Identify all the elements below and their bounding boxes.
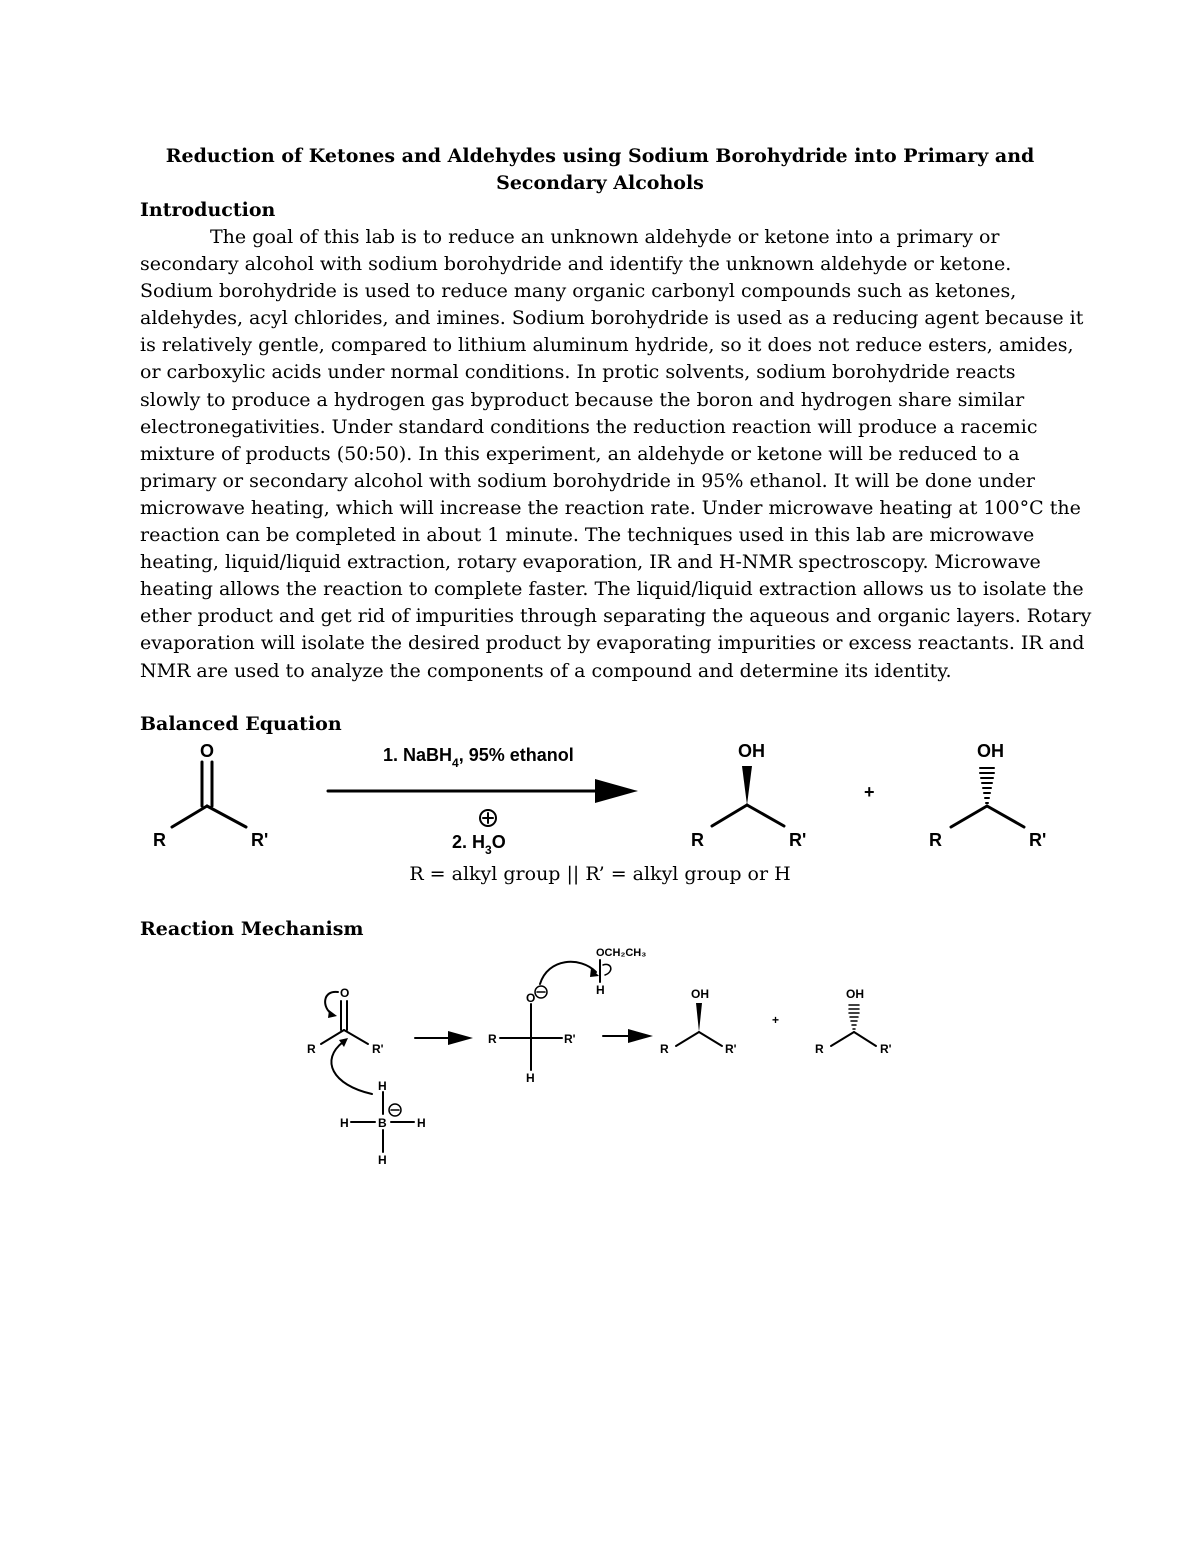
intro-line: Sodium borohydride is used to reduce many organic carbonyl compounds such as ketones,	[140, 280, 1017, 303]
atom-r-label: R	[153, 830, 166, 850]
intro-line: slowly to produce a hydrogen gas byproduct because the boron and hydrogen share similar	[140, 388, 1025, 411]
mechanism-arrow-2	[603, 1029, 653, 1043]
intro-line: mixture of products (50:50). In this experiment, an aldehyde or ketone will be reduced to a	[140, 442, 1020, 465]
mechanism-product-hash	[815, 987, 892, 1056]
introduction-heading: Introduction	[140, 199, 276, 221]
atom-b-label: B	[378, 1116, 387, 1130]
intro-line: microwave heating, which will increase the reaction rate. Under microwave heating at 100°C the	[140, 496, 1081, 519]
curved-arrow-icon	[325, 992, 338, 1014]
intro-line: secondary alcohol with sodium borohydride and identify the unknown aldehyde or ketone.	[140, 253, 1012, 276]
atom-rp-label: R'	[725, 1042, 737, 1056]
atom-h-label: H	[378, 1153, 387, 1167]
ethanol-solvent	[596, 947, 646, 997]
atom-rp-label: R'	[251, 830, 269, 850]
atom-r-label: R	[660, 1042, 669, 1056]
intro-line: heating allows the reaction to complete faster. The liquid/liquid extraction allows us to isolate the	[140, 578, 1084, 601]
solvent-label: OCH₂CH₃	[596, 947, 647, 959]
borohydride	[340, 1079, 426, 1167]
atom-o-label: O	[200, 741, 215, 761]
intro-line: evaporation will isolate the desired product by evaporating impurities or excess reactants. IR and	[140, 632, 1085, 655]
atom-h-label: H	[526, 1071, 535, 1085]
atom-oh-label: OH	[977, 741, 1004, 761]
intro-line: heating, liquid/liquid extraction, rotary evaporation, IR and H-NMR spectroscopy. Microwave	[140, 551, 1041, 574]
intro-line: reaction can be completed in about 1 minute. The techniques used in this lab are microwave	[140, 524, 1035, 547]
atom-oh-label: OH	[846, 987, 864, 1001]
atom-h-label: H	[340, 1116, 349, 1130]
atom-rp-label: R'	[564, 1032, 576, 1046]
atom-h-label: H	[417, 1116, 426, 1130]
atom-r-label: R	[488, 1032, 497, 1046]
negative-charge-icon	[535, 986, 547, 998]
atom-rp-label: R'	[789, 830, 807, 850]
atom-rp-label: R'	[1029, 830, 1047, 850]
intro-line: or carboxylic acids under normal conditions. In protic solvents, sodium borohydride reacts	[140, 361, 1016, 384]
balanced-equation-heading: Balanced Equation	[140, 713, 342, 735]
mechanism-product-wedge	[660, 987, 737, 1056]
atom-oh-label: OH	[738, 741, 765, 761]
curved-arrow-icon	[540, 962, 596, 984]
atom-h-label: H	[596, 983, 605, 997]
atom-r-label: R	[307, 1042, 316, 1056]
atom-oh-label: OH	[691, 987, 709, 1001]
reagent-2-label: 2. $H_3O$	[452, 832, 506, 857]
intro-line: aldehydes, acyl chlorides, and imines. Sodium borohydride is used as a reducing agent because it	[140, 307, 1084, 330]
intro-line: primary or secondary alcohol with sodium borohydride in 95% ethanol. It will be done under	[140, 469, 1035, 492]
atom-o-label: O	[340, 986, 350, 1000]
title-line-1: Reduction of Ketones and Aldehydes using Sodium Borohydride into Primary and	[165, 145, 1035, 167]
r-group-caption: R = alkyl group || R’ = alkyl group or H	[409, 863, 791, 885]
intro-line: is relatively gentle, compared to lithium aluminum hydride, so it does not reduce esters, amides,	[140, 334, 1074, 357]
intro-line: electronegativities. Under standard conditions the reduction reaction will produce a racemic	[140, 415, 1038, 438]
atom-o-label: O	[526, 991, 536, 1005]
atom-r-label: R	[815, 1042, 824, 1056]
atom-rp-label: R'	[372, 1042, 384, 1056]
reaction-mechanism-heading: Reaction Mechanism	[140, 918, 364, 940]
mechanism-carbonyl	[307, 986, 384, 1056]
plus-sign: +	[864, 782, 875, 802]
reagent-1-label: 1. NaBH$_4$, 95% ethanol	[383, 745, 574, 770]
curved-arrow-icon	[331, 1042, 372, 1094]
alkoxide-intermediate	[488, 986, 576, 1085]
mechanism-arrow-1	[415, 1031, 473, 1045]
atom-r-label: R	[929, 830, 942, 850]
plus-sign: +	[772, 1013, 780, 1027]
atom-r-label: R	[691, 830, 704, 850]
intro-line: ether product and get rid of impurities through separating the aqueous and organic layers. Rotary	[140, 605, 1092, 628]
title-line-2: Secondary Alcohols	[496, 172, 704, 194]
atom-rp-label: R'	[880, 1042, 892, 1056]
negative-charge-icon	[389, 1104, 401, 1116]
atom-h-label: H	[378, 1079, 387, 1093]
intro-line: NMR are used to analyze the components of a compound and determine its identity.	[140, 659, 952, 682]
intro-line: The goal of this lab is to reduce an unknown aldehyde or ketone into a primary or	[210, 226, 1000, 248]
